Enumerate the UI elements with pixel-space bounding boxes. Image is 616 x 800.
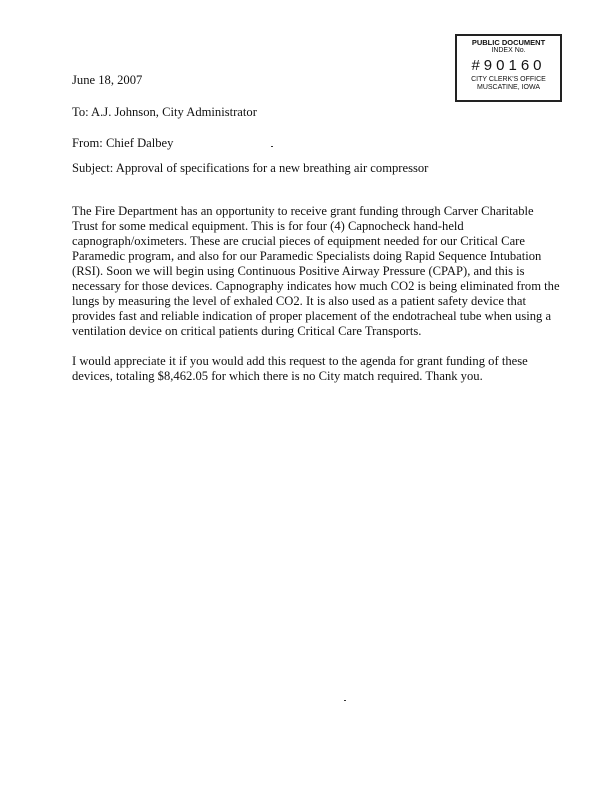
stamp-city: MUSCATINE, IOWA xyxy=(477,84,540,91)
paragraph-line: necessary for those devices. Capnography indicates how much CO2 is being eliminated from the xyxy=(72,279,560,293)
stamp-index-label: INDEX No. xyxy=(491,47,526,54)
paragraph-line: lungs by measuring the level of exhaled CO2. It is also used as a patient safety device that xyxy=(72,294,526,308)
paragraph-line: (RSI). Soon we will begin using Continuous Positive Airway Pressure (CPAP), and this is xyxy=(72,264,525,278)
memo-to: To: A.J. Johnson, City Administrator xyxy=(72,105,257,119)
memo-subject: Subject: Approval of specifications for a new breathing air compressor xyxy=(72,161,429,175)
paragraph-line: The Fire Department has an opportunity to receive grant funding through Carver Charitable xyxy=(72,204,534,218)
paragraph-line: Paramedic program, and also for our Paramedic Specialists doing Rapid Sequence Intubation xyxy=(72,249,542,263)
paragraph-line: ventilation device on critical patients during Critical Care Transports. xyxy=(72,324,422,338)
public-document-stamp xyxy=(455,34,562,102)
paragraph-line: Trust for some medical equipment. This is for four (4) Capnocheck hand-held xyxy=(72,219,464,233)
scan-speck xyxy=(271,146,273,147)
paragraph-line: I would appreciate it if you would add this request to the agenda for grant funding of these xyxy=(72,354,528,368)
paragraph-line: devices, totaling $8,462.05 for which there is no City match required. Thank you. xyxy=(72,369,483,383)
scan-speck xyxy=(344,700,346,701)
paragraph-line: capnograph/oximeters. These are crucial pieces of equipment needed for our Critical Care xyxy=(72,234,525,248)
paragraph-line: provides fast and reliable indication of proper placement of the endotracheal tube when using a xyxy=(72,309,552,323)
stamp-office: CITY CLERK'S OFFICE xyxy=(471,76,546,83)
memo-from: From: Chief Dalbey xyxy=(72,136,174,150)
stamp-number: #90160 xyxy=(471,57,546,74)
stamp-title: PUBLIC DOCUMENT xyxy=(471,38,546,47)
memo-date: June 18, 2007 xyxy=(72,73,143,87)
